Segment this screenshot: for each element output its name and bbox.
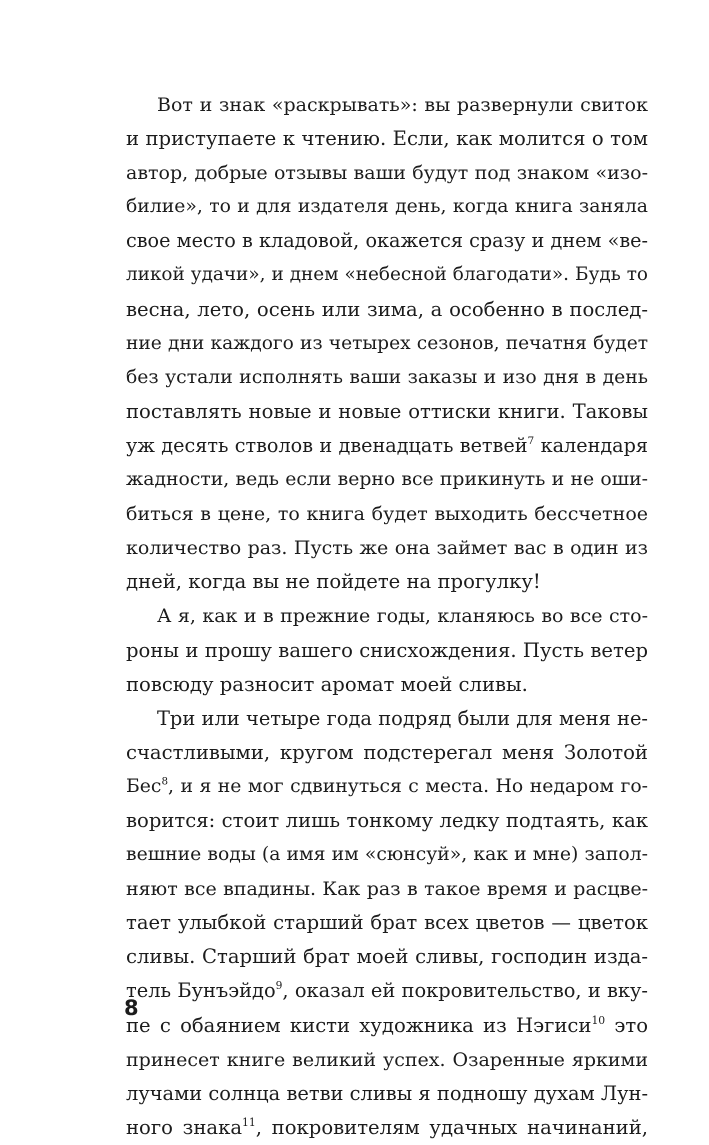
text-line: количество раз. Пусть же она займет вас в один из	[126, 537, 648, 560]
paragraph	[126, 702, 648, 1145]
text-line: дней, когда вы не пойдете на прогулку!	[126, 570, 541, 594]
footnote-ref-8[interactable]: 8	[161, 775, 169, 788]
text-line: Вот и знак «раскрывать»: вы развернули свиток	[157, 94, 648, 116]
footnote-ref-11[interactable]: 11	[242, 1115, 256, 1129]
text-line	[126, 770, 648, 804]
text-line: ние дни каждого из четырех сезонов, печатня будет	[126, 332, 648, 354]
text-line: ворится: стоит лишь тонкому ледку подтаять, как	[126, 808, 648, 832]
text-line: счастливыми, кругом подстерегал меня Золотой	[126, 740, 648, 764]
text-line: поставлять новые и новые оттиски книги. Таковы	[126, 399, 648, 423]
text-line: свое место в кладовой, окажется сразу и днем «ве-	[126, 229, 648, 253]
text-line: лучами солнца ветви сливы я подношу духам Лун-	[126, 1081, 648, 1105]
footnote-ref-10[interactable]: 10	[591, 1013, 606, 1027]
text-line: А я, как и в прежние годы, кланяюсь во все сто-	[157, 605, 648, 628]
text-line	[126, 429, 648, 463]
text-segment: календаря	[534, 433, 648, 457]
text-line: повсюду разносит аромат моей сливы.	[126, 672, 528, 696]
text-line: ликой удачи», и днем «небесной благодати». Будь то	[126, 264, 648, 286]
footnote-ref-9[interactable]: 9	[275, 979, 283, 993]
text-line	[126, 974, 648, 1008]
paragraph	[126, 88, 648, 599]
text-segment: тель Бунъэйдо	[126, 979, 276, 1003]
text-line: весна, лето, осень или зима, а особенно в послед-	[126, 297, 648, 321]
text-line: сливы. Старший брат моей сливы, господин изда-	[126, 945, 648, 969]
text-line: автор, добрые отзывы ваши будут под знаком «изо-	[126, 162, 648, 185]
text-line	[126, 1009, 648, 1043]
text-line: вешние воды (а имя им «сюнсуй», как и мне) запол-	[126, 844, 648, 866]
text-line: жадности, ведь если верно все прикинуть и не оши-	[126, 469, 648, 491]
page-number: 8	[124, 996, 139, 1020]
text-line: без устали исполнять ваши заказы и изо дня в день	[126, 366, 648, 388]
text-line: няют все впадины. Как раз в такое время и расцве-	[126, 878, 648, 901]
text-line: и приступаете к чтению. Если, как молится о том	[126, 127, 648, 151]
footnote-ref-7[interactable]: 7	[527, 435, 535, 448]
text-line: билие», то и для издателя день, когда книга заняла	[126, 196, 648, 218]
text-segment: , оказал ей покровительство, и вку-	[282, 979, 648, 1003]
text-line: биться в цене, то книга будет выходить бессчетное	[126, 503, 648, 526]
paragraph	[126, 599, 648, 701]
text-segment: уж десять стволов и двенадцать ветвей	[126, 433, 528, 457]
text-segment: Бес	[126, 775, 162, 797]
text-line: принесет книге великий успех. Озаренные яркими	[126, 1048, 648, 1071]
body-text	[126, 88, 648, 1145]
text-segment: , покровителям удачных начинаний,	[255, 1115, 648, 1139]
text-segment: пе с обаянием кисти художника из Нэгиси	[126, 1013, 592, 1037]
text-line: тает улыбкой старший брат всех цветов — цветок	[126, 911, 648, 935]
text-line: Три или четыре года подряд были для меня не-	[157, 706, 648, 730]
text-segment: , и я не мог сдвинуться с места. Но недаром го-	[168, 775, 648, 797]
text-segment: это	[605, 1013, 648, 1037]
text-segment: ного знака	[126, 1115, 243, 1139]
text-line	[126, 1111, 648, 1145]
text-line: роны и прошу вашего снисхождения. Пусть ветер	[126, 638, 648, 662]
